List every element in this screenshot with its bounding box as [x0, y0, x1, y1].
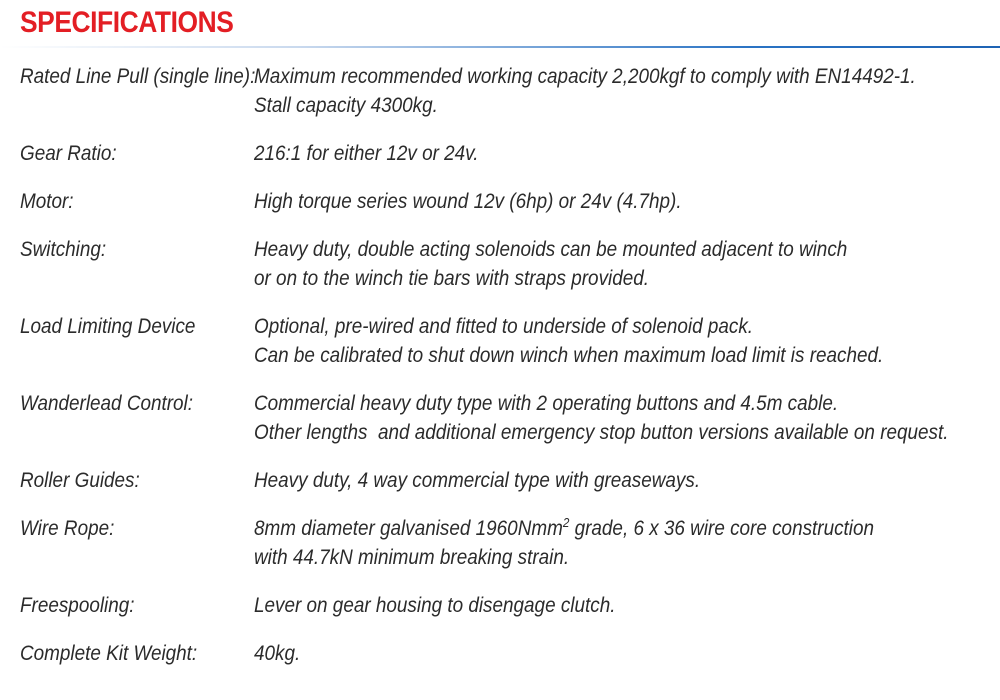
superscript: 2: [562, 515, 570, 530]
spec-label: Rated Line Pull (single line):: [20, 65, 256, 88]
spec-row-wanderlead-control: [20, 389, 990, 447]
spec-value-line: Stall capacity 4300kg.: [254, 94, 438, 117]
spec-row-complete-kit-weight: [20, 639, 990, 668]
spec-label: Complete Kit Weight:: [20, 642, 198, 665]
spec-value: [254, 312, 916, 370]
spec-value-line: Other lengths and additional emergency stop button versions available on request.: [254, 421, 949, 444]
spec-row-switching: [20, 235, 990, 293]
header: [0, 0, 1000, 48]
spec-value: [254, 514, 916, 572]
spec-value-line: Heavy duty, double acting solenoids can be mounted adjacent to winch: [254, 238, 848, 261]
spec-value-text: 8mm diameter galvanised 1960Nmm: [254, 517, 563, 540]
spec-value-line: Heavy duty, 4 way commercial type with greaseways.: [254, 469, 701, 492]
spec-label: Gear Ratio:: [20, 142, 117, 165]
page-title: SPECIFICATIONS: [20, 6, 234, 39]
spec-value-line: 40kg.: [254, 642, 301, 665]
spec-value-line: Optional, pre-wired and fitted to underside of solenoid pack.: [254, 315, 754, 338]
spec-value: [254, 62, 916, 120]
spec-row-gear-ratio: [20, 139, 990, 168]
spec-label: Wire Rope:: [20, 517, 115, 540]
spec-label: Motor:: [20, 190, 74, 213]
spec-value-line: [254, 514, 916, 543]
spec-row-load-limiting-device: [20, 312, 990, 370]
spec-value: [254, 639, 916, 668]
spec-value-line: High torque series wound 12v (6hp) or 24v (4.7hp).: [254, 190, 682, 213]
spec-label: Load Limiting Device: [20, 315, 196, 338]
spec-value: [254, 466, 916, 495]
spec-row-roller-guides: [20, 466, 990, 495]
spec-row-rated-line-pull: [20, 62, 990, 120]
spec-label: Wanderlead Control:: [20, 392, 194, 415]
spec-value: [254, 389, 948, 447]
spec-label: Roller Guides:: [20, 469, 140, 492]
spec-value-line: Maximum recommended working capacity 2,200kgf to comply with EN14492-1.: [254, 65, 916, 88]
spec-label: Freespooling:: [20, 594, 135, 617]
spec-label: Switching:: [20, 238, 107, 261]
spec-row-motor: [20, 187, 990, 216]
spec-row-freespooling: [20, 591, 990, 620]
title-divider: [0, 46, 1000, 48]
spec-value-text: grade, 6 x 36 wire core construction: [569, 517, 875, 540]
spec-value-line: with 44.7kN minimum breaking strain.: [254, 546, 570, 569]
specifications-table: [20, 62, 990, 687]
spec-value: [254, 187, 916, 216]
spec-value: [254, 591, 916, 620]
spec-value: [254, 235, 916, 293]
spec-value-line: Can be calibrated to shut down winch when maximum load limit is reached.: [254, 344, 884, 367]
spec-value-line: 216:1 for either 12v or 24v.: [254, 142, 479, 165]
spec-row-wire-rope: [20, 514, 990, 572]
spec-value-line: Commercial heavy duty type with 2 operating buttons and 4.5m cable.: [254, 392, 839, 415]
spec-value-line: Lever on gear housing to disengage clutch.: [254, 594, 616, 617]
spec-value-line: or on to the winch tie bars with straps provided.: [254, 267, 650, 290]
spec-value: [254, 139, 916, 168]
